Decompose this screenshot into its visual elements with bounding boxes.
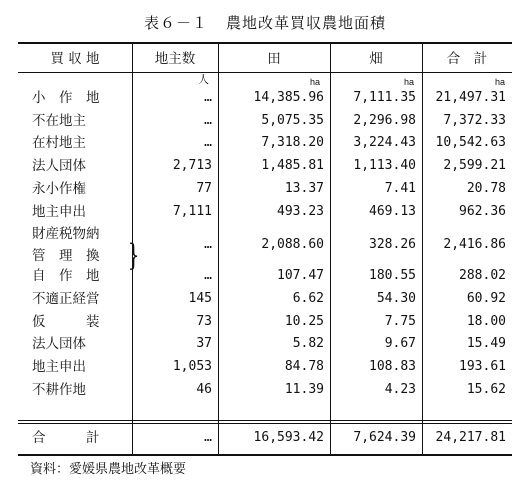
row-upland: 328.26 [369,237,416,253]
row-upland: 4.23 [384,381,416,397]
row-paddy: 1,485.81 [261,158,324,174]
total-total: 24,217.81 [435,430,506,445]
row-paddy: 11.39 [284,381,324,397]
row-total: 18.00 [466,313,506,329]
table-caption [0,12,530,33]
row-upland: 2,296.98 [353,112,416,128]
row-paddy: 10.25 [284,313,324,329]
row-label: 仮 装 [32,313,100,330]
row-paddy: 14,385.96 [253,90,324,105]
total-divider-double [18,423,512,424]
row-paddy: 5.82 [292,336,324,352]
total-upland: 7,624.39 [353,430,416,445]
row-total: 60.92 [466,290,506,306]
brace-mark: } [127,238,140,273]
header-category: 買 収 地 [50,51,100,67]
header-upland: 畑 [369,51,383,67]
row-paddy: 6.62 [292,290,324,306]
header-total: 合 計 [446,51,488,67]
row-total: 15.62 [466,381,506,397]
row-landowners: 46 [196,381,212,397]
row-label: 在村地主 [32,135,86,152]
row-total: 20.78 [466,180,506,196]
row-landowners: 73 [196,313,212,329]
unit-total: ha [495,77,506,87]
row-landowners: 1,053 [172,359,212,374]
row-paddy: 493.23 [277,203,324,219]
row-total: 10,542.63 [435,135,506,151]
table-title: 農地改革買収農地面積 [226,14,387,32]
row-upland: 180.55 [369,268,416,284]
header-landowners: 地主数 [154,51,196,67]
row-total: 2,599.21 [443,158,506,174]
row-landowners: … [204,268,212,284]
row-label: 永小作権 [32,180,86,197]
row-label: 不耕作地 [32,381,86,398]
row-landowners: … [204,135,212,151]
source-note: 資料：愛媛県農地改革概要 [30,462,187,477]
row-landowners: 2,713 [172,158,212,174]
row-paddy: 107.47 [277,268,324,284]
row-label: 地主申出 [32,359,86,375]
row-total: 962.36 [459,203,506,219]
row-label: 小 作 地 [32,90,100,106]
total-paddy: 16,593.42 [253,430,324,445]
row-total: 2,416.86 [443,237,506,253]
row-label: 自 作 地 [32,268,100,285]
total-divider [18,420,512,421]
row-total: 7,372.33 [443,112,506,128]
row-label: 法人団体 [32,336,86,353]
row-upland: 1,113.40 [353,158,416,174]
row-paddy: 7,318.20 [261,135,324,151]
row-landowners: … [204,90,212,105]
header-paddy: 田 [267,51,281,67]
row-total: 288.02 [459,268,506,284]
row-paddy: 5,075.35 [261,112,324,128]
row-landowners: 77 [196,180,212,196]
row-upland: 7.41 [384,180,416,196]
row-upland: 7.75 [384,313,416,329]
row-landowners: … [204,237,212,253]
row-landowners: 7,111 [172,203,212,219]
data-table [18,42,512,456]
row-total: 15.49 [466,336,506,352]
row-label: 財産税物納 [32,226,100,243]
row-label-second-line: 管 理 換 [32,248,100,265]
row-upland: 3,224.43 [353,135,416,151]
row-paddy: 2,088.60 [261,237,324,253]
row-label: 不適正経営 [32,290,100,307]
row-total: 193.61 [459,359,506,374]
unit-upland: ha [404,77,415,87]
row-upland: 9.67 [384,336,416,352]
row-upland: 108.83 [369,359,416,374]
row-total: 21,497.31 [435,90,506,105]
row-upland: 54.30 [376,290,416,306]
row-landowners: 37 [196,336,212,352]
unit-paddy: ha [310,77,321,87]
row-paddy: 84.78 [284,359,324,374]
row-paddy: 13.37 [284,180,324,196]
row-landowners: 145 [188,290,212,306]
total-label: 合 計 [32,430,100,446]
unit-persons: 人 [198,73,209,86]
row-upland: 469.13 [369,203,416,219]
row-label: 不在地主 [32,112,86,129]
header-divider [18,72,512,73]
total-landowners: … [204,430,212,445]
row-upland: 7,111.35 [353,90,416,105]
row-label: 法人団体 [32,158,86,175]
table-number: 表６－１ [143,14,208,32]
row-landowners: … [204,112,212,128]
row-label: 地主申出 [32,203,86,220]
